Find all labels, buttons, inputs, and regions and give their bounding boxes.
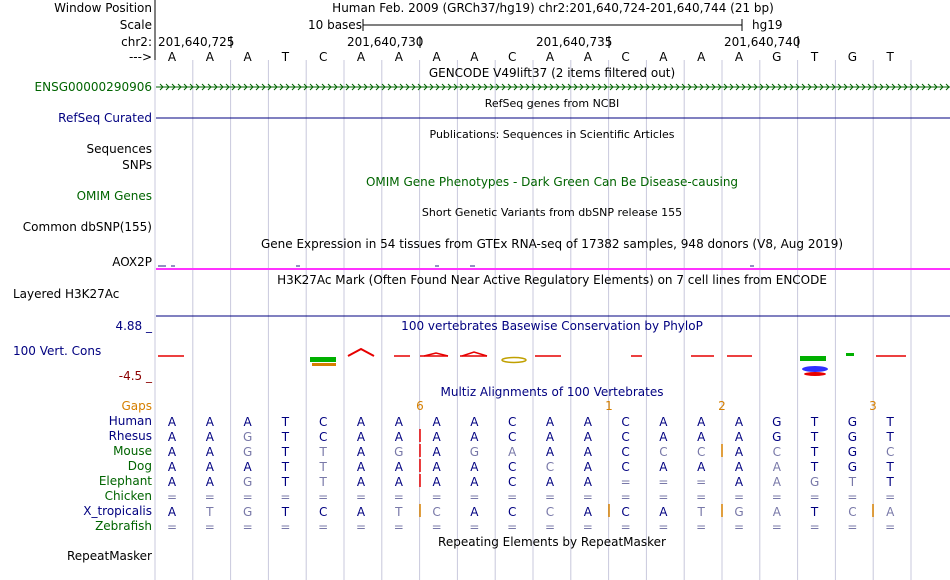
gaps-label: Gaps [121,399,152,413]
dbsnp-track-label[interactable]: Common dbSNP(155) [22,220,152,234]
alignment-base: A [734,430,744,444]
alignment-base: A [583,505,592,519]
sequence-base: C [621,50,630,64]
alignment-base: C [508,505,517,519]
alignment-base: G [242,475,253,489]
species-label-mouse[interactable]: Mouse [113,444,152,458]
alignment-base: = [355,490,367,504]
alignment-base: A [583,445,592,459]
alignment-base: = [280,520,291,534]
alignment-base: A [659,460,668,474]
phylop-score [312,363,336,366]
sequence-base: T [281,50,290,64]
ruler-position: 201,640,730 [347,35,424,49]
alignment-base: A [432,475,441,489]
alignment-base: A [356,475,366,489]
phylop-track-title[interactable]: 100 vertebrates Basewise Conservation by PhyloP [401,319,703,333]
alignment-base: = [658,490,669,504]
sequence-base: A [734,50,744,64]
gtex-mark [171,265,175,267]
alignment-base: = [242,520,253,534]
gtex-mark [435,265,439,267]
alignment-base: = [582,490,593,504]
alignment-base: C [508,430,517,444]
phylop-min-label: -4.5 _ [118,369,152,383]
alignment-base: A [394,415,403,429]
alignment-base: A [356,415,366,429]
phylop-score [310,357,336,362]
sequence-base: C [319,50,328,64]
alignment-base: A [205,415,214,429]
refseq-track-title[interactable]: RefSeq genes from NCBI [484,97,620,110]
alignment-base: T [281,430,290,444]
gtex-track-label[interactable]: AOX2P [112,255,152,269]
gencode-track-title[interactable]: GENCODE V49lift37 (2 items filtered out) [428,66,676,80]
repeatmasker-track-label[interactable]: RepeatMasker [66,549,152,563]
sequence-base: G [772,50,782,64]
sequence-base: A [356,50,366,64]
alignment-base: C [621,415,630,429]
alignment-base: T [319,460,327,474]
alignment-base: T [319,445,327,459]
alignment-base: C [886,445,895,459]
gtex-mark [158,265,166,267]
alignment-base: C [545,460,555,474]
alignment-base: = [658,520,669,534]
alignment-base: = [166,490,178,504]
alignment-base: = [280,490,291,504]
alignment-base: = [582,520,593,534]
sequence-base: C [508,50,517,64]
alignment-base: = [355,520,367,534]
sequence-base: A [205,50,214,64]
alignment-base: T [886,415,894,429]
gtex-mark [750,265,754,267]
alignment-base: A [583,460,592,474]
alignment-base: = [507,490,518,504]
sequences-track-label[interactable]: Sequences [86,142,152,156]
sequence-base: A [167,50,177,64]
alignment-base: G [847,430,858,444]
alignment-base: T [848,475,857,489]
sequence-base: A [583,50,592,64]
sequence-base: A [470,50,479,64]
alignment-base: T [697,505,705,519]
alignment-base: A [772,505,781,519]
alignment-base: = [620,520,631,534]
alignment-base: = [620,475,631,489]
alignment-base: A [432,415,441,429]
alignment-base: A [167,505,177,519]
gtex-mark [296,265,300,267]
phylop-score [348,349,374,356]
species-label-human[interactable]: Human [108,414,152,428]
dbsnp-track-title[interactable]: Short Genetic Variants from dbSNP release 155 [421,206,683,219]
alignment-base: A [697,430,706,444]
alignment-base: C [508,415,517,429]
alignment-base: T [886,475,894,489]
alignment-base: A [205,430,214,444]
species-label-x-tropicalis[interactable]: X_tropicalis [83,504,152,518]
alignment-base: G [394,445,404,459]
alignment-base: C [508,460,517,474]
alignment-base: T [281,505,290,519]
alignment-base: G [772,415,782,429]
alignment-base: A [356,430,366,444]
alignment-base: T [281,475,290,489]
alignment-base: A [545,430,555,444]
alignment-base: C [319,430,328,444]
alignment-base: A [659,430,668,444]
omim-track-title[interactable]: OMIM Gene Phenotypes - Dark Green Can Be Disease-causing [365,175,739,189]
scale-assembly: hg19 [752,18,783,32]
alignment-base: C [621,460,630,474]
alignment-base: C [508,475,517,489]
alignment-base: A [167,415,177,429]
alignment-base: G [772,430,782,444]
alignment-base: = [696,520,707,534]
scale-label: Scale [119,18,152,32]
alignment-base: A [697,460,706,474]
alignment-base: C [848,505,857,519]
sequence-base: T [810,50,819,64]
h3k27ac-track-label[interactable]: Layered H3K27Ac [13,287,120,301]
ruler-position: 201,640,740 [724,35,801,49]
alignment-base: = [469,520,480,534]
alignment-base: A [394,475,403,489]
strand-label: ---> [128,50,152,64]
gap-count: 2 [718,399,726,413]
alignment-base: A [356,445,366,459]
alignment-base: = [733,520,745,534]
alignment-base: A [545,475,555,489]
alignment-base: A [772,460,781,474]
ruler-position: 201,640,725 [158,35,235,49]
alignment-base: G [242,430,253,444]
alignment-base: T [886,430,894,444]
species-label-rhesus[interactable]: Rhesus [108,429,152,443]
alignment-base: A [394,430,403,444]
alignment-base: G [847,415,858,429]
alignment-base: A [167,475,177,489]
omim-track-label[interactable]: OMIM Genes [76,189,152,203]
sequence-base: A [432,50,441,64]
alignment-base: A [470,475,479,489]
alignment-base: A [734,415,744,429]
alignment-base: C [545,505,555,519]
alignment-base: T [886,460,894,474]
alignment-base: = [318,490,329,504]
alignment-base: T [810,445,819,459]
alignment-base: A [356,505,366,519]
alignment-base: T [810,415,819,429]
alignment-base: C [621,430,630,444]
h3k27ac-track-title[interactable]: H3K27Ac Mark (Often Found Near Active Regulatory Elements) on 7 cell lines from ENCODE [277,273,827,287]
phylop-max-label: 4.88 _ [115,319,152,333]
alignment-base: T [395,505,403,519]
alignment-base: A [470,430,479,444]
alignment-base: = [431,490,442,504]
gencode-track-label[interactable]: ENSG00000290906 [34,80,152,94]
gtex-mark [470,265,475,267]
alignment-base: A [167,445,177,459]
alignment-base: T [810,460,819,474]
alignment-base: = [885,490,896,504]
ruler-position: 201,640,735 [536,35,613,49]
alignment-base: = [544,490,556,504]
alignment-base: T [810,505,819,519]
alignment-base: T [281,460,290,474]
alignment-base: A [432,445,441,459]
alignment-base: A [167,460,177,474]
alignment-base: = [809,520,820,534]
alignment-base: C [621,505,630,519]
alignment-base: A [205,475,214,489]
alignment-base: C [772,445,781,459]
alignment-base: A [243,460,252,474]
phylop-score [502,358,526,363]
alignment-base: = [847,520,858,534]
alignment-base: A [470,460,479,474]
publications-track-title[interactable]: Publications: Sequences in Scientific Articles [429,128,675,141]
scale-text: 10 bases [308,18,362,32]
alignment-base: A [772,475,781,489]
alignment-base: A [243,415,252,429]
alignment-base: C [319,505,328,519]
sequence-base: T [886,50,894,64]
sequence-base: A [394,50,403,64]
alignment-base: T [281,415,290,429]
alignment-base: A [432,430,441,444]
alignment-base: A [205,445,214,459]
alignment-base: A [659,505,668,519]
alignment-base: A [470,505,479,519]
alignment-base: G [242,505,253,519]
alignment-base: G [734,505,744,519]
alignment-base: C [319,415,328,429]
alignment-base: A [432,460,441,474]
alignment-base: = [847,490,858,504]
alignment-base: G [469,445,480,459]
alignment-base: = [166,520,178,534]
alignment-base: = [809,490,820,504]
alignment-base: A [659,415,668,429]
alignment-base: C [659,445,668,459]
alignment-base: = [393,490,404,504]
species-label-elephant[interactable]: Elephant [98,474,152,488]
alignment-base: = [204,490,215,504]
alignment-base: = [469,490,480,504]
gap-count: 6 [416,399,424,413]
alignment-base: = [733,490,745,504]
refseq-track-label[interactable]: RefSeq Curated [58,111,152,125]
alignment-base: C [697,445,706,459]
alignment-base: G [242,445,253,459]
alignment-base: A [583,475,592,489]
sequence-base: A [545,50,555,64]
alignment-base: = [885,520,896,534]
sequence-base: G [847,50,858,64]
alignment-base: A [508,445,517,459]
alignment-base: = [507,520,518,534]
alignment-base: A [886,505,895,519]
alignment-base: A [205,460,214,474]
alignment-base: G [847,460,858,474]
alignment-base: = [242,490,253,504]
sequence-base: A [243,50,252,64]
alignment-base: G [809,475,820,489]
alignment-base: A [583,430,592,444]
phylop-score [802,366,828,372]
alignment-base: = [771,490,782,504]
alignment-base: A [394,460,403,474]
alignment-base: = [544,520,556,534]
gtex-track-title[interactable]: Gene Expression in 54 tissues from GTEx RNA-seq of 17382 samples, 948 donors (V8, Aug 2019) [260,237,844,251]
phylop-score [800,356,826,361]
phylop-track-label[interactable]: 100 Vert. Cons [13,344,102,358]
species-label-chicken[interactable]: Chicken [104,489,152,503]
alignment-base: T [281,445,290,459]
alignment-base: A [734,460,744,474]
snps-track-label[interactable]: SNPs [122,158,152,172]
alignment-base: = [620,490,631,504]
alignment-base: C [432,505,441,519]
sequence-base: A [697,50,706,64]
alignment-base: A [167,430,177,444]
alignment-base: A [583,415,592,429]
gap-count: 1 [605,399,613,413]
alignment-base: A [356,460,366,474]
species-label-dog[interactable]: Dog [127,459,152,473]
alignment-base: = [204,520,215,534]
alignment-base: = [658,475,669,489]
alignment-base: A [545,415,555,429]
window-position-value[interactable]: Human Feb. 2009 (GRCh37/hg19) chr2:201,640,724-201,640,744 (21 bp) [332,1,774,15]
species-label-zebrafish[interactable]: Zebrafish [95,519,152,533]
alignment-base: = [771,520,782,534]
alignment-base: A [697,415,706,429]
alignment-base: = [393,520,404,534]
phylop-score [804,372,826,376]
alignment-base: G [847,445,858,459]
alignment-base: = [696,475,707,489]
alignment-base: = [696,490,707,504]
alignment-base: C [621,445,630,459]
repeatmasker-track-title[interactable]: Repeating Elements by RepeatMasker [438,535,666,549]
alignment-base: T [319,475,327,489]
alignment-base: A [734,475,744,489]
alignment-base: A [545,445,555,459]
alignment-base: T [206,505,214,519]
alignment-base: A [470,415,479,429]
sequence-base: A [659,50,668,64]
alignment-base: = [318,520,329,534]
chrom-label: chr2: [121,35,152,49]
alignment-base: = [431,520,442,534]
window-position-label: Window Position [54,1,152,15]
alignment-base: T [810,430,819,444]
phylop-score [846,353,854,356]
gap-count: 3 [869,399,877,413]
multiz-track-title[interactable]: Multiz Alignments of 100 Vertebrates [440,385,664,399]
alignment-base: A [734,445,744,459]
